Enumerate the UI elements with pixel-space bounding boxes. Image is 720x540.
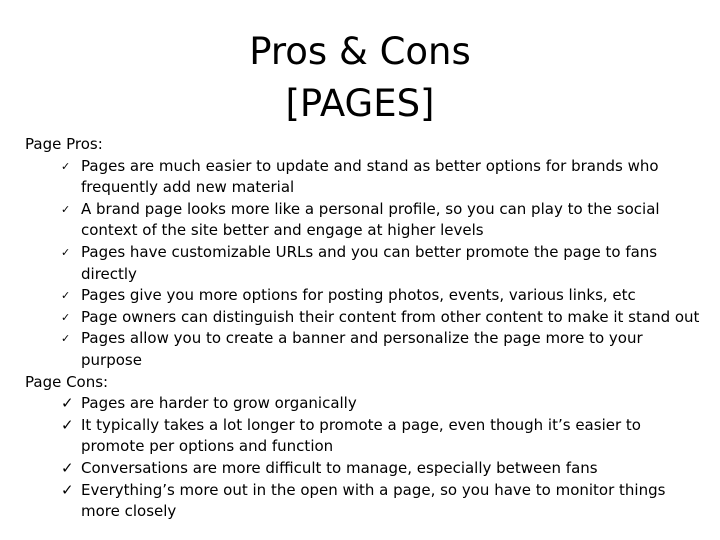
title-line-2: [PAGES] bbox=[285, 82, 435, 125]
list-item bbox=[61, 458, 700, 480]
pros-heading: Page Pros: bbox=[25, 135, 103, 153]
pros-item-text: Pages allow you to create a banner and personalize the page more to your purpose bbox=[81, 329, 643, 369]
list-item bbox=[61, 480, 700, 523]
checkmark-icon: ✓ bbox=[61, 458, 74, 477]
cons-item-text: It typically takes a lot longer to promote a page, even though it’s easier to promote per options and function bbox=[81, 415, 641, 456]
cons-item-text: Everything’s more out in the open with a page, so you have to monitor things more closely bbox=[81, 480, 666, 521]
content-body bbox=[25, 134, 700, 523]
cons-item-text: Conversations are more difficult to manage, especially between fans bbox=[81, 458, 598, 477]
cons-list bbox=[25, 393, 700, 523]
list-item bbox=[61, 415, 700, 458]
list-item bbox=[61, 285, 700, 307]
list-item bbox=[61, 328, 700, 371]
checkmark-icon: ✓ bbox=[61, 415, 74, 434]
checkmark-icon: ✓ bbox=[61, 245, 71, 259]
checkmark-icon: ✓ bbox=[61, 394, 74, 413]
checkmark-icon: ✓ bbox=[61, 202, 71, 216]
list-item bbox=[61, 307, 700, 329]
pros-item-text: Pages have customizable URLs and you can better promote the page to fans directly bbox=[81, 242, 658, 283]
cons-item-text: Pages are harder to grow organically bbox=[81, 394, 357, 413]
list-item bbox=[61, 199, 700, 242]
checkmark-icon: ✓ bbox=[61, 159, 71, 173]
checkmark-icon: ✓ bbox=[61, 310, 71, 324]
slide-title bbox=[0, 26, 720, 130]
cons-heading: Page Cons: bbox=[25, 372, 109, 391]
pros-item-text: Pages give you more options for posting photos, events, various links, etc bbox=[81, 286, 636, 305]
title-line-1: Pros & Cons bbox=[249, 30, 471, 73]
checkmark-icon: ✓ bbox=[61, 480, 74, 499]
pros-item-text: Pages are much easier to update and stand as better options for brands who frequently add new material bbox=[81, 156, 659, 197]
list-item bbox=[61, 156, 700, 199]
pros-item-text: A brand page looks more like a personal profile, so you can play to the social context of the site better and engage at higher levels bbox=[81, 199, 660, 240]
list-item bbox=[61, 393, 700, 415]
checkmark-icon: ✓ bbox=[61, 289, 71, 303]
pros-item-text: Page owners can distinguish their content from other content to make it stand out bbox=[81, 307, 700, 326]
checkmark-icon: ✓ bbox=[61, 332, 71, 346]
list-item bbox=[61, 242, 700, 285]
pros-list bbox=[25, 156, 700, 372]
